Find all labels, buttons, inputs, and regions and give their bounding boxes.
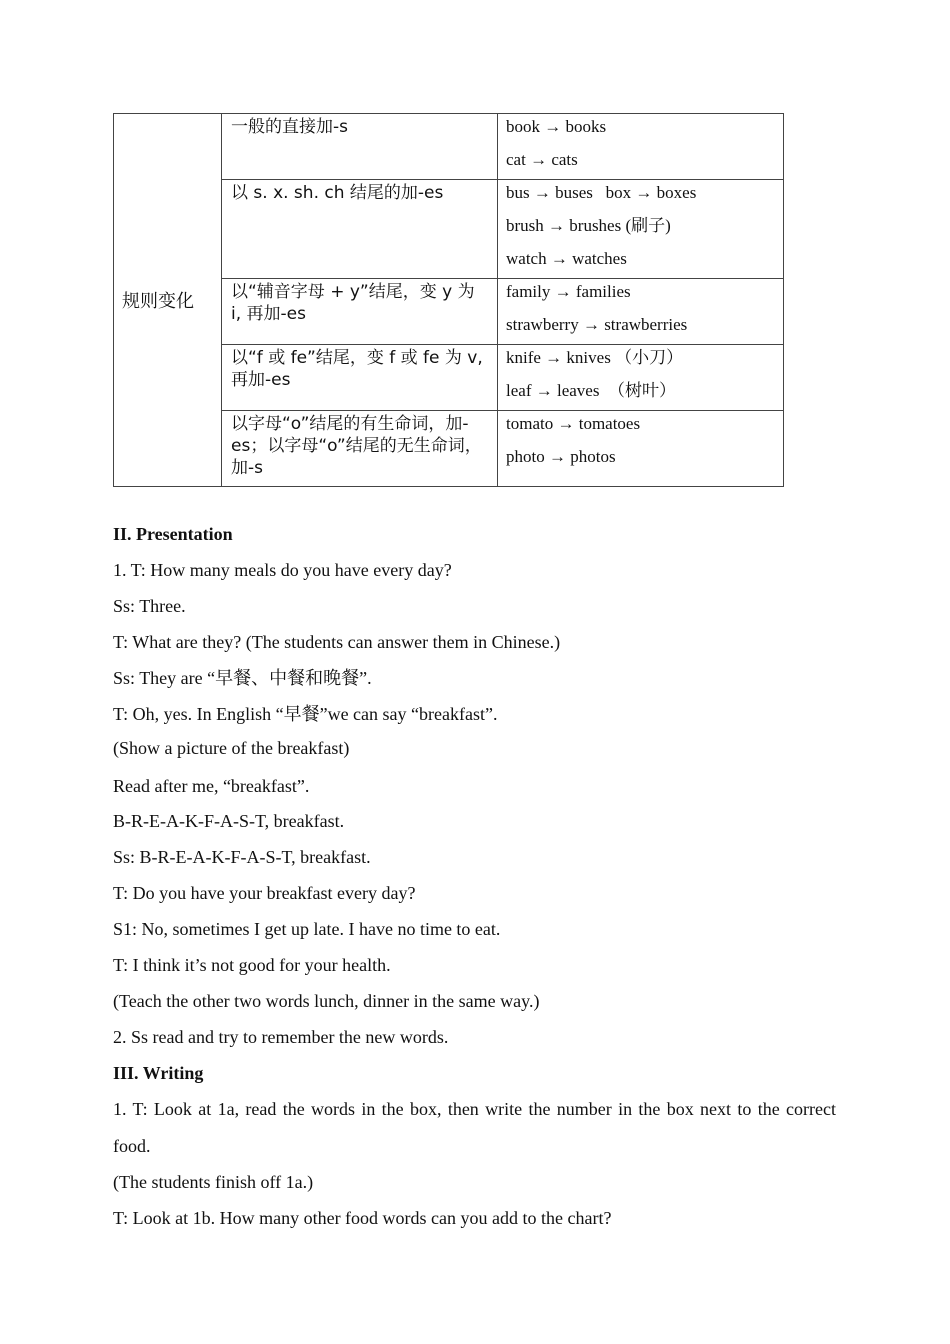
paragraph: T: Look at 1b. How many other food words can you add to the chart? [113, 1208, 612, 1228]
example-line: strawberry → strawberries [506, 315, 688, 334]
paragraph: S1: No, sometimes I get up late. I have no time to eat. [113, 919, 501, 939]
example-line: brush → brushes (刷子) [506, 216, 671, 235]
paragraph: T: What are they? (The students can answer them in Chinese.) [113, 632, 561, 652]
example-line: leaf → leaves （树叶） [506, 381, 676, 400]
presentation-heading: II. Presentation [113, 524, 233, 544]
example-line: bus → buses box → boxes [506, 183, 697, 202]
paragraph: T: Do you have your breakfast every day? [113, 883, 416, 903]
paragraph: T: Oh, yes. In English “早餐”we can say “breakfast”. [113, 704, 498, 724]
rule-cell: 以 s. x. sh. ch 结尾的加-es [222, 180, 498, 279]
paragraph: (Teach the other two words lunch, dinner in the same way.) [113, 991, 540, 1011]
paragraph: B-R-E-A-K-F-A-S-T, breakfast. [113, 811, 345, 831]
example-cell [498, 279, 784, 345]
example-cell [498, 180, 784, 279]
paragraph: Ss: They are “早餐、中餐和晚餐”. [113, 668, 372, 688]
paragraph: Ss: Three. [113, 596, 186, 616]
paragraph: 2. Ss read and try to remember the new words. [113, 1027, 449, 1047]
paragraph: (Show a picture of the breakfast) [113, 738, 350, 758]
example-cell [498, 345, 784, 411]
rule-cell: 一般的直接加-s [222, 114, 498, 180]
paragraph: 1. T: How many meals do you have every day? [113, 560, 452, 580]
rule-cell: 以“f 或 fe”结尾，变 f 或 fe 为 v, 再加-es [222, 345, 498, 411]
example-cell [498, 411, 784, 487]
plural-rules-table [113, 113, 784, 487]
category-cell: 规则变化 [114, 114, 222, 487]
writing-heading: III. Writing [113, 1063, 204, 1083]
example-line: photo → photos [506, 447, 616, 466]
table-row [114, 114, 784, 180]
example-line: watch → watches [506, 249, 627, 268]
rule-cell: 以“辅音字母 + y”结尾，变 y 为 i, 再加-es [222, 279, 498, 345]
paragraph: (The students finish off 1a.) [113, 1172, 314, 1192]
example-line: tomato → tomatoes [506, 414, 641, 433]
example-cell [498, 114, 784, 180]
example-line: knife → knives （小刀） [506, 348, 684, 367]
example-line: family → families [506, 282, 631, 301]
example-line: cat → cats [506, 150, 578, 169]
paragraph: Read after me, “breakfast”. [113, 776, 310, 796]
paragraph: T: I think it’s not good for your health. [113, 955, 391, 975]
paragraph: Ss: B-R-E-A-K-F-A-S-T, breakfast. [113, 847, 371, 867]
paragraph: 1. T: Look at 1a, read the words in the box, then write the number in the box next to the correct food. [113, 1099, 836, 1156]
example-line: book → books [506, 117, 607, 136]
rule-cell: 以字母“o”结尾的有生命词，加-es；以字母“o”结尾的无生命词，加-s [222, 411, 498, 487]
